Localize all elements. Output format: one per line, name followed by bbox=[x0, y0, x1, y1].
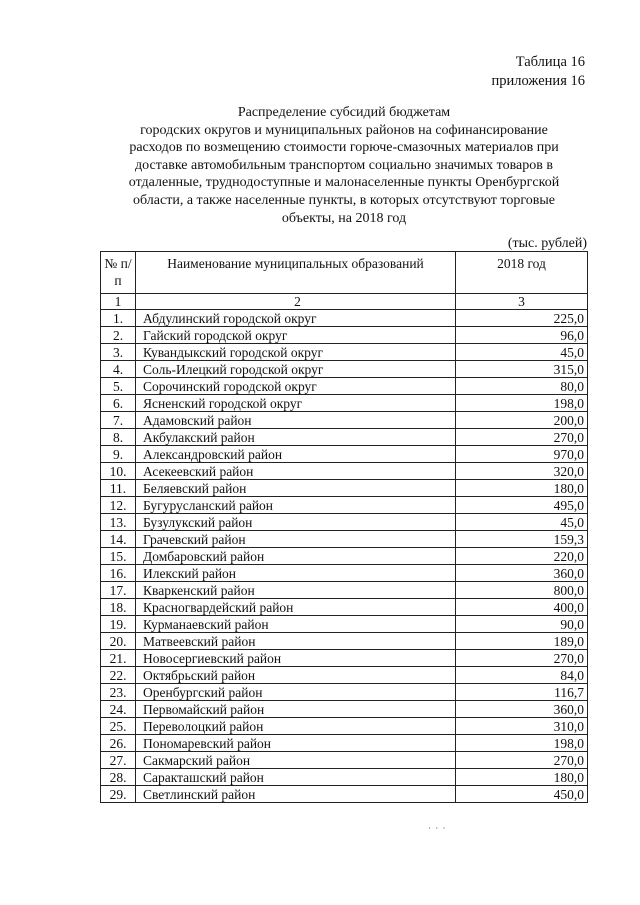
row-name: Грачевский район bbox=[136, 531, 456, 548]
row-number: 10. bbox=[101, 463, 136, 480]
row-name: Гайский городской округ bbox=[136, 327, 456, 344]
row-name: Красногвардейский район bbox=[136, 599, 456, 616]
header-row bbox=[101, 252, 588, 294]
row-number: 17. bbox=[101, 582, 136, 599]
row-value: 220,0 bbox=[456, 548, 588, 565]
table-body bbox=[101, 252, 588, 803]
row-number: 26. bbox=[101, 735, 136, 752]
row-value: 495,0 bbox=[456, 497, 588, 514]
row-number: 25. bbox=[101, 718, 136, 735]
footer-mark: · · · bbox=[428, 823, 447, 833]
table-row bbox=[101, 361, 588, 378]
row-value: 96,0 bbox=[456, 327, 588, 344]
column-index-row bbox=[101, 294, 588, 310]
row-value: 360,0 bbox=[456, 565, 588, 582]
row-number: 13. bbox=[101, 514, 136, 531]
row-value: 225,0 bbox=[456, 310, 588, 327]
table-row bbox=[101, 701, 588, 718]
table-row bbox=[101, 769, 588, 786]
row-value: 200,0 bbox=[456, 412, 588, 429]
row-number: 27. bbox=[101, 752, 136, 769]
row-value: 400,0 bbox=[456, 599, 588, 616]
row-name: Бугурусланский район bbox=[136, 497, 456, 514]
row-number: 16. bbox=[101, 565, 136, 582]
document-title bbox=[100, 104, 588, 227]
table-row bbox=[101, 786, 588, 803]
row-name: Беляевский район bbox=[136, 480, 456, 497]
title-line: Распределение субсидий бюджетам bbox=[237, 105, 451, 120]
row-value: 198,0 bbox=[456, 735, 588, 752]
table-row bbox=[101, 429, 588, 446]
row-value: 159,3 bbox=[456, 531, 588, 548]
row-name: Александровский район bbox=[136, 446, 456, 463]
title-line: объекты, на 2018 год bbox=[281, 210, 407, 226]
table-row bbox=[101, 497, 588, 514]
row-name: Первомайский район bbox=[136, 701, 456, 718]
row-number: 14. bbox=[101, 531, 136, 548]
row-number: 2. bbox=[101, 327, 136, 344]
table-row bbox=[101, 599, 588, 616]
table-row bbox=[101, 531, 588, 548]
row-value: 310,0 bbox=[456, 718, 588, 735]
row-name: Бузулукский район bbox=[136, 514, 456, 531]
column-index-cell: 1 bbox=[101, 294, 136, 310]
table-row bbox=[101, 667, 588, 684]
table-row bbox=[101, 565, 588, 582]
row-value: 800,0 bbox=[456, 582, 588, 599]
row-value: 45,0 bbox=[456, 344, 588, 361]
row-value: 315,0 bbox=[456, 361, 588, 378]
table-row bbox=[101, 633, 588, 650]
table-row bbox=[101, 463, 588, 480]
row-value: 450,0 bbox=[456, 786, 588, 803]
row-name: Абдулинский городской округ bbox=[136, 310, 456, 327]
row-name: Соль-Илецкий городской округ bbox=[136, 361, 456, 378]
table-row bbox=[101, 327, 588, 344]
table-row bbox=[101, 752, 588, 769]
row-name: Сакмарский район bbox=[136, 752, 456, 769]
table-row bbox=[101, 344, 588, 361]
row-number: 1. bbox=[101, 310, 136, 327]
row-number: 23. bbox=[101, 684, 136, 701]
column-header-name: Наименование муниципальных образований bbox=[136, 252, 456, 294]
appendix-label: приложения 16 bbox=[491, 73, 585, 89]
table-row bbox=[101, 480, 588, 497]
row-number: 6. bbox=[101, 395, 136, 412]
column-index-cell: 3 bbox=[456, 294, 588, 310]
row-name: Оренбургский район bbox=[136, 684, 456, 701]
row-name: Кувандыкский городской округ bbox=[136, 344, 456, 361]
row-number: 28. bbox=[101, 769, 136, 786]
row-value: 970,0 bbox=[456, 446, 588, 463]
table-row bbox=[101, 412, 588, 429]
column-header-year: 2018 год bbox=[456, 252, 588, 294]
row-name: Новосергиевский район bbox=[136, 650, 456, 667]
row-number: 7. bbox=[101, 412, 136, 429]
row-value: 80,0 bbox=[456, 378, 588, 395]
row-name: Октябрьский район bbox=[136, 667, 456, 684]
row-value: 198,0 bbox=[456, 395, 588, 412]
row-value: 270,0 bbox=[456, 752, 588, 769]
subsidy-table bbox=[100, 251, 588, 803]
row-number: 3. bbox=[101, 344, 136, 361]
row-number: 20. bbox=[101, 633, 136, 650]
row-number: 24. bbox=[101, 701, 136, 718]
row-number: 12. bbox=[101, 497, 136, 514]
row-name: Пономаревский район bbox=[136, 735, 456, 752]
row-number: 18. bbox=[101, 599, 136, 616]
table-row bbox=[101, 616, 588, 633]
title-line: отдаленные, труднодоступные и малонаселенные пункты Оренбургской bbox=[128, 175, 560, 191]
column-index-cell: 2 bbox=[136, 294, 456, 310]
table-row bbox=[101, 310, 588, 327]
row-value: 189,0 bbox=[456, 633, 588, 650]
row-number: 15. bbox=[101, 548, 136, 565]
row-number: 29. bbox=[101, 786, 136, 803]
row-value: 45,0 bbox=[456, 514, 588, 531]
table-reference bbox=[492, 53, 585, 91]
row-name: Кваркенский район bbox=[136, 582, 456, 599]
row-value: 320,0 bbox=[456, 463, 588, 480]
row-number: 19. bbox=[101, 616, 136, 633]
row-name: Саракташский район bbox=[136, 769, 456, 786]
row-number: 21. bbox=[101, 650, 136, 667]
table-row bbox=[101, 684, 588, 701]
title-line: городских округов и муниципальных районов на софинансирование bbox=[140, 122, 548, 138]
row-name: Адамовский район bbox=[136, 412, 456, 429]
row-name: Домбаровский район bbox=[136, 548, 456, 565]
row-value: 84,0 bbox=[456, 667, 588, 684]
row-value: 90,0 bbox=[456, 616, 588, 633]
row-value: 270,0 bbox=[456, 429, 588, 446]
table-row bbox=[101, 378, 588, 395]
row-number: 11. bbox=[101, 480, 136, 497]
row-name: Сорочинский городской округ bbox=[136, 378, 456, 395]
table-row bbox=[101, 582, 588, 599]
row-value: 270,0 bbox=[456, 650, 588, 667]
row-name: Илекский район bbox=[136, 565, 456, 582]
title-line: доставке автомобильным транспортом социально значимых товаров в bbox=[135, 157, 553, 173]
column-header-number: № п/п bbox=[101, 252, 136, 294]
title-line: области, а также населенные пункты, в которых отсутствуют торговые bbox=[133, 192, 555, 208]
table-row bbox=[101, 548, 588, 565]
row-name: Асекеевский район bbox=[136, 463, 456, 480]
table-row bbox=[101, 514, 588, 531]
title-line: расходов по возмещению стоимости горюче-смазочных материалов при bbox=[129, 140, 559, 156]
row-value: 180,0 bbox=[456, 769, 588, 786]
row-name: Курманаевский район bbox=[136, 616, 456, 633]
row-name: Переволоцкий район bbox=[136, 718, 456, 735]
row-value: 116,7 bbox=[456, 684, 588, 701]
row-number: 9. bbox=[101, 446, 136, 463]
row-name: Светлинский район bbox=[136, 786, 456, 803]
row-number: 4. bbox=[101, 361, 136, 378]
row-number: 5. bbox=[101, 378, 136, 395]
table-label: Таблица 16 bbox=[515, 54, 585, 70]
table-row bbox=[101, 650, 588, 667]
unit-label: (тыс. рублей) bbox=[507, 236, 587, 251]
row-name: Акбулакский район bbox=[136, 429, 456, 446]
table-row bbox=[101, 446, 588, 463]
row-name: Матвеевский район bbox=[136, 633, 456, 650]
table-row bbox=[101, 718, 588, 735]
row-number: 22. bbox=[101, 667, 136, 684]
row-name: Ясненский городской округ bbox=[136, 395, 456, 412]
table-row bbox=[101, 395, 588, 412]
row-number: 8. bbox=[101, 429, 136, 446]
table-row bbox=[101, 735, 588, 752]
row-value: 360,0 bbox=[456, 701, 588, 718]
row-value: 180,0 bbox=[456, 480, 588, 497]
